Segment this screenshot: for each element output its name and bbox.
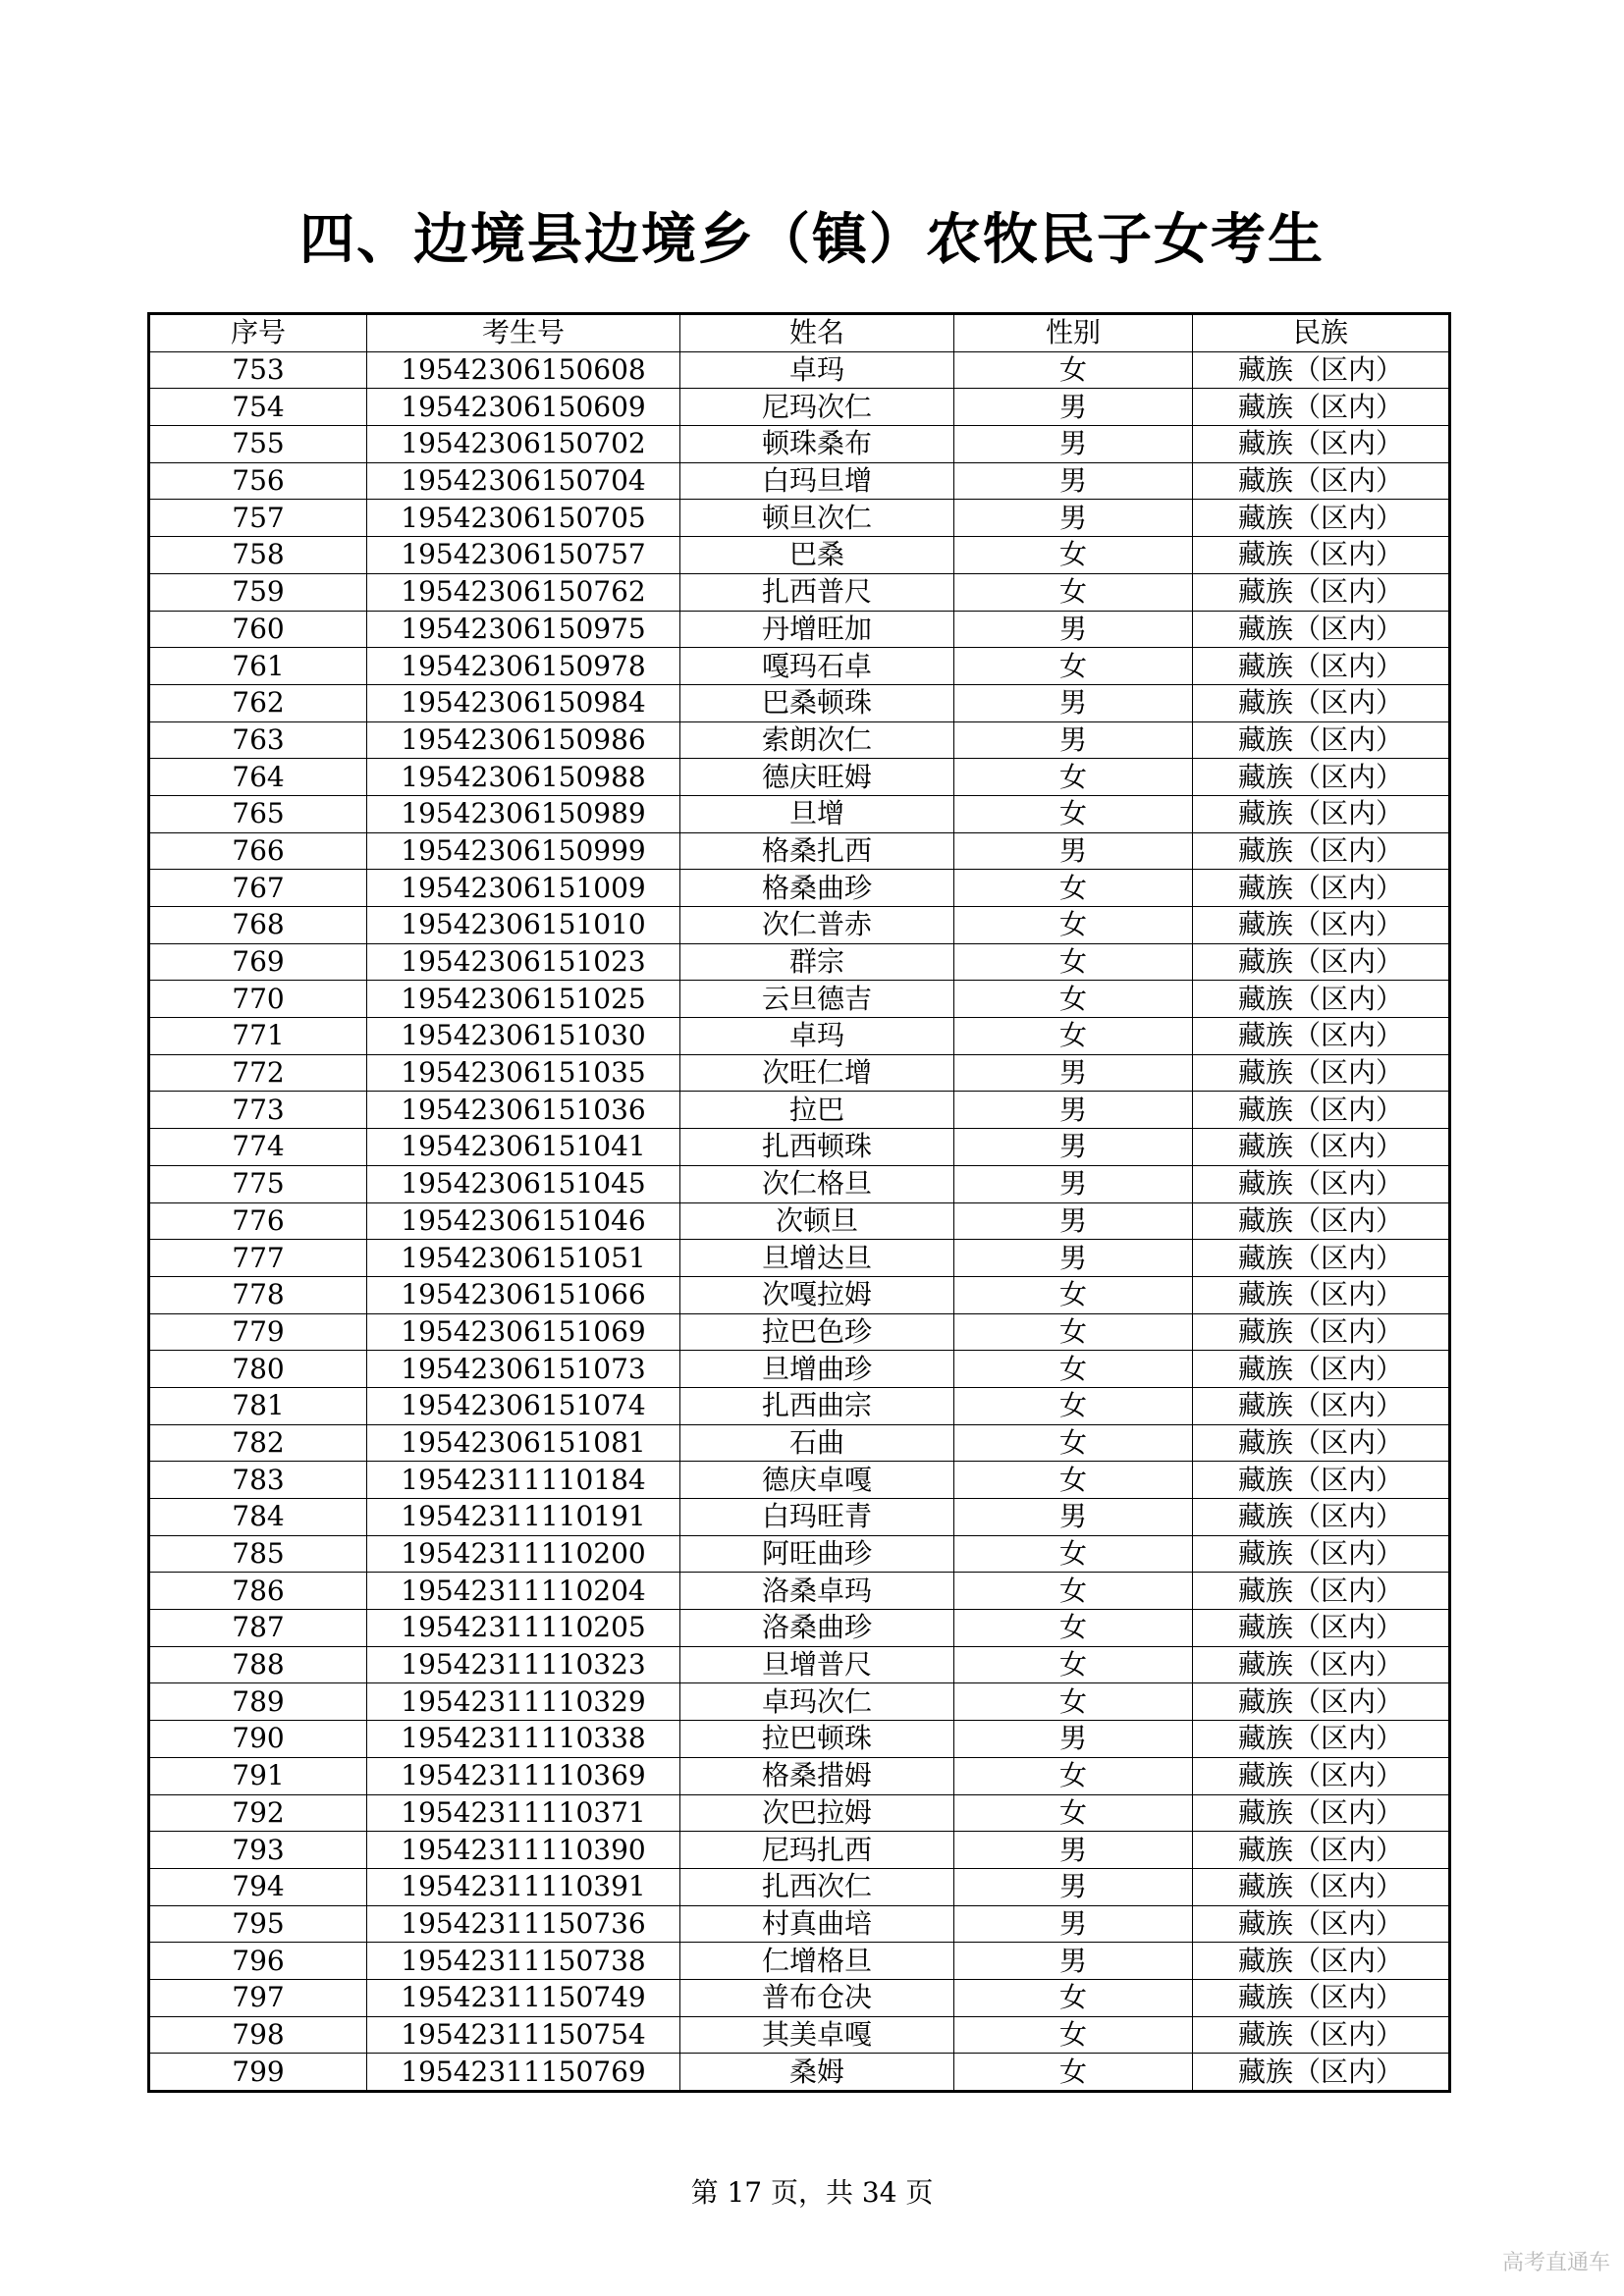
cell-ethnicity: 藏族（区内） xyxy=(1193,1757,1450,1794)
cell-ethnicity: 藏族（区内） xyxy=(1193,1054,1450,1092)
cell-name: 次仁格旦 xyxy=(680,1165,954,1202)
cell-number: 766 xyxy=(149,832,367,870)
cell-number: 757 xyxy=(149,500,367,537)
cell-exam-id: 19542306150608 xyxy=(367,351,680,389)
cell-ethnicity: 藏族（区内） xyxy=(1193,1499,1450,1536)
cell-ethnicity: 藏族（区内） xyxy=(1193,500,1450,537)
cell-ethnicity: 藏族（区内） xyxy=(1193,1240,1450,1277)
cell-name: 嘎玛石卓 xyxy=(680,648,954,685)
page-title: 四、边境县边境乡（镇）农牧民子女考生 xyxy=(299,207,1325,272)
cell-number: 782 xyxy=(149,1424,367,1462)
cell-name: 顿珠桑布 xyxy=(680,426,954,463)
cell-exam-id: 19542306150762 xyxy=(367,573,680,611)
cell-ethnicity: 藏族（区内） xyxy=(1193,351,1450,389)
table-row xyxy=(149,1018,1450,1055)
cell-number: 772 xyxy=(149,1054,367,1092)
column-header-ethnicity: 民族 xyxy=(1193,314,1450,352)
cell-gender: 女 xyxy=(954,1313,1193,1351)
cell-number: 791 xyxy=(149,1757,367,1794)
cell-name: 扎西顿珠 xyxy=(680,1129,954,1166)
cell-ethnicity: 藏族（区内） xyxy=(1193,1165,1450,1202)
cell-ethnicity: 藏族（区内） xyxy=(1193,648,1450,685)
cell-name: 卓玛次仁 xyxy=(680,1683,954,1721)
table-row xyxy=(149,1351,1450,1388)
cell-exam-id: 19542306151030 xyxy=(367,1018,680,1055)
cell-number: 765 xyxy=(149,795,367,832)
cell-exam-id: 19542306151036 xyxy=(367,1092,680,1129)
table-row xyxy=(149,1129,1450,1166)
cell-ethnicity: 藏族（区内） xyxy=(1193,1276,1450,1313)
cell-ethnicity: 藏族（区内） xyxy=(1193,1943,1450,1980)
table-row xyxy=(149,1610,1450,1647)
cell-exam-id: 19542306150989 xyxy=(367,795,680,832)
cell-number: 761 xyxy=(149,648,367,685)
cell-exam-id: 19542311110200 xyxy=(367,1535,680,1573)
cell-gender: 男 xyxy=(954,1721,1193,1758)
cell-name: 索朗次仁 xyxy=(680,721,954,759)
cell-number: 798 xyxy=(149,2016,367,2054)
cell-ethnicity: 藏族（区内） xyxy=(1193,981,1450,1018)
cell-gender: 男 xyxy=(954,426,1193,463)
cell-exam-id: 19542306150705 xyxy=(367,500,680,537)
watermark: 高考直通车 xyxy=(1501,2251,1610,2275)
cell-exam-id: 19542306151009 xyxy=(367,870,680,907)
cell-number: 792 xyxy=(149,1794,367,1832)
cell-name: 云旦德吉 xyxy=(680,981,954,1018)
cell-name: 德庆旺姆 xyxy=(680,759,954,796)
cell-name: 巴桑顿珠 xyxy=(680,684,954,721)
cell-name: 扎西次仁 xyxy=(680,1868,954,1905)
table-row xyxy=(149,1979,1450,2016)
table-row xyxy=(149,832,1450,870)
cell-ethnicity: 藏族（区内） xyxy=(1193,573,1450,611)
column-header-number: 序号 xyxy=(149,314,367,352)
cell-gender: 女 xyxy=(954,1535,1193,1573)
cell-name: 群宗 xyxy=(680,943,954,981)
cell-number: 764 xyxy=(149,759,367,796)
cell-name: 旦增 xyxy=(680,795,954,832)
cell-gender: 男 xyxy=(954,462,1193,500)
cell-name: 扎西普尺 xyxy=(680,573,954,611)
cell-gender: 男 xyxy=(954,1905,1193,1943)
cell-exam-id: 19542311110204 xyxy=(367,1573,680,1610)
cell-name: 次仁普赤 xyxy=(680,907,954,944)
cell-gender: 男 xyxy=(954,611,1193,648)
cell-name: 洛桑曲珍 xyxy=(680,1610,954,1647)
column-header-gender: 性别 xyxy=(954,314,1193,352)
cell-number: 790 xyxy=(149,1721,367,1758)
table-row xyxy=(149,426,1450,463)
cell-ethnicity: 藏族（区内） xyxy=(1193,1573,1450,1610)
table-row xyxy=(149,389,1450,426)
cell-gender: 男 xyxy=(954,500,1193,537)
table-row xyxy=(149,943,1450,981)
cell-gender: 女 xyxy=(954,1018,1193,1055)
cell-number: 786 xyxy=(149,1573,367,1610)
cell-number: 793 xyxy=(149,1832,367,1869)
table-row xyxy=(149,462,1450,500)
cell-name: 次旺仁增 xyxy=(680,1054,954,1092)
cell-number: 776 xyxy=(149,1202,367,1240)
table-row xyxy=(149,2016,1450,2054)
cell-number: 777 xyxy=(149,1240,367,1277)
cell-name: 扎西曲宗 xyxy=(680,1387,954,1424)
cell-name: 尼玛次仁 xyxy=(680,389,954,426)
cell-ethnicity: 藏族（区内） xyxy=(1193,1979,1450,2016)
cell-number: 787 xyxy=(149,1610,367,1647)
table-row xyxy=(149,1832,1450,1869)
cell-number: 773 xyxy=(149,1092,367,1129)
cell-gender: 男 xyxy=(954,1240,1193,1277)
cell-name: 拉巴顿珠 xyxy=(680,1721,954,1758)
cell-name: 卓玛 xyxy=(680,1018,954,1055)
cell-gender: 男 xyxy=(954,1129,1193,1166)
cell-ethnicity: 藏族（区内） xyxy=(1193,1129,1450,1166)
table-row xyxy=(149,1757,1450,1794)
cell-ethnicity: 藏族（区内） xyxy=(1193,2054,1450,2092)
cell-number: 769 xyxy=(149,943,367,981)
table-row xyxy=(149,1313,1450,1351)
cell-ethnicity: 藏族（区内） xyxy=(1193,462,1450,500)
cell-ethnicity: 藏族（区内） xyxy=(1193,1092,1450,1129)
table-row xyxy=(149,1499,1450,1536)
cell-exam-id: 19542306150704 xyxy=(367,462,680,500)
table-row xyxy=(149,1092,1450,1129)
cell-ethnicity: 藏族（区内） xyxy=(1193,1313,1450,1351)
cell-name: 旦增达旦 xyxy=(680,1240,954,1277)
cell-number: 794 xyxy=(149,1868,367,1905)
table-row xyxy=(149,870,1450,907)
cell-gender: 女 xyxy=(954,1387,1193,1424)
cell-exam-id: 19542311110191 xyxy=(367,1499,680,1536)
table-row xyxy=(149,1240,1450,1277)
table-row xyxy=(149,795,1450,832)
table-body xyxy=(149,351,1450,2091)
cell-name: 格桑措姆 xyxy=(680,1757,954,1794)
table-row xyxy=(149,1387,1450,1424)
table-row xyxy=(149,1794,1450,1832)
cell-ethnicity: 藏族（区内） xyxy=(1193,795,1450,832)
cell-exam-id: 19542306150702 xyxy=(367,426,680,463)
table-row xyxy=(149,611,1450,648)
cell-number: 767 xyxy=(149,870,367,907)
cell-gender: 女 xyxy=(954,907,1193,944)
cell-exam-id: 19542311110391 xyxy=(367,1868,680,1905)
cell-ethnicity: 藏族（区内） xyxy=(1193,2016,1450,2054)
cell-name: 顿旦次仁 xyxy=(680,500,954,537)
cell-name: 旦增普尺 xyxy=(680,1646,954,1683)
cell-number: 775 xyxy=(149,1165,367,1202)
cell-exam-id: 19542306151069 xyxy=(367,1313,680,1351)
cell-gender: 女 xyxy=(954,1794,1193,1832)
cell-ethnicity: 藏族（区内） xyxy=(1193,1868,1450,1905)
cell-number: 759 xyxy=(149,573,367,611)
cell-name: 次巴拉姆 xyxy=(680,1794,954,1832)
cell-number: 760 xyxy=(149,611,367,648)
cell-ethnicity: 藏族（区内） xyxy=(1193,1646,1450,1683)
table-row xyxy=(149,537,1450,574)
cell-exam-id: 19542306151051 xyxy=(367,1240,680,1277)
column-header-exam-id: 考生号 xyxy=(367,314,680,352)
cell-name: 仁增格旦 xyxy=(680,1943,954,1980)
cell-exam-id: 19542306151066 xyxy=(367,1276,680,1313)
table-row xyxy=(149,1905,1450,1943)
cell-gender: 男 xyxy=(954,1868,1193,1905)
cell-exam-id: 19542306151010 xyxy=(367,907,680,944)
table-row xyxy=(149,721,1450,759)
cell-ethnicity: 藏族（区内） xyxy=(1193,1202,1450,1240)
cell-name: 次顿旦 xyxy=(680,1202,954,1240)
cell-number: 781 xyxy=(149,1387,367,1424)
cell-exam-id: 19542306151035 xyxy=(367,1054,680,1092)
cell-gender: 男 xyxy=(954,1943,1193,1980)
cell-gender: 男 xyxy=(954,684,1193,721)
table-row xyxy=(149,1535,1450,1573)
table-row xyxy=(149,573,1450,611)
cell-ethnicity: 藏族（区内） xyxy=(1193,537,1450,574)
cell-ethnicity: 藏族（区内） xyxy=(1193,1424,1450,1462)
cell-ethnicity: 藏族（区内） xyxy=(1193,389,1450,426)
cell-exam-id: 19542306151045 xyxy=(367,1165,680,1202)
cell-gender: 女 xyxy=(954,1610,1193,1647)
table-row xyxy=(149,907,1450,944)
table-row xyxy=(149,1868,1450,1905)
cell-exam-id: 19542306150978 xyxy=(367,648,680,685)
table-row xyxy=(149,1943,1450,1980)
cell-number: 795 xyxy=(149,1905,367,1943)
cell-exam-id: 19542306150984 xyxy=(367,684,680,721)
cell-gender: 女 xyxy=(954,2054,1193,2092)
cell-number: 758 xyxy=(149,537,367,574)
cell-name: 桑姆 xyxy=(680,2054,954,2092)
cell-exam-id: 19542306150986 xyxy=(367,721,680,759)
table-row xyxy=(149,684,1450,721)
cell-exam-id: 19542306151073 xyxy=(367,1351,680,1388)
cell-name: 格桑扎西 xyxy=(680,832,954,870)
cell-number: 785 xyxy=(149,1535,367,1573)
cell-name: 村真曲培 xyxy=(680,1905,954,1943)
cell-number: 770 xyxy=(149,981,367,1018)
cell-exam-id: 19542311150769 xyxy=(367,2054,680,2092)
cell-name: 白玛旦增 xyxy=(680,462,954,500)
cell-name: 拉巴色珍 xyxy=(680,1313,954,1351)
cell-ethnicity: 藏族（区内） xyxy=(1193,1610,1450,1647)
cell-exam-id: 19542306150609 xyxy=(367,389,680,426)
cell-number: 779 xyxy=(149,1313,367,1351)
cell-gender: 女 xyxy=(954,870,1193,907)
cell-ethnicity: 藏族（区内） xyxy=(1193,426,1450,463)
cell-gender: 女 xyxy=(954,2016,1193,2054)
cell-exam-id: 19542311150738 xyxy=(367,1943,680,1980)
cell-exam-id: 19542306150757 xyxy=(367,537,680,574)
table-header xyxy=(149,314,1450,352)
cell-exam-id: 19542306151023 xyxy=(367,943,680,981)
cell-gender: 男 xyxy=(954,832,1193,870)
cell-name: 格桑曲珍 xyxy=(680,870,954,907)
cell-gender: 男 xyxy=(954,1165,1193,1202)
cell-name: 尼玛扎西 xyxy=(680,1832,954,1869)
cell-ethnicity: 藏族（区内） xyxy=(1193,1721,1450,1758)
cell-ethnicity: 藏族（区内） xyxy=(1193,759,1450,796)
cell-gender: 女 xyxy=(954,1351,1193,1388)
cell-gender: 女 xyxy=(954,648,1193,685)
cell-number: 778 xyxy=(149,1276,367,1313)
cell-number: 768 xyxy=(149,907,367,944)
cell-gender: 男 xyxy=(954,721,1193,759)
cell-gender: 女 xyxy=(954,981,1193,1018)
cell-gender: 女 xyxy=(954,1646,1193,1683)
cell-gender: 女 xyxy=(954,1462,1193,1499)
cell-number: 762 xyxy=(149,684,367,721)
cell-name: 洛桑卓玛 xyxy=(680,1573,954,1610)
cell-exam-id: 19542311110390 xyxy=(367,1832,680,1869)
cell-exam-id: 19542306151046 xyxy=(367,1202,680,1240)
cell-ethnicity: 藏族（区内） xyxy=(1193,1794,1450,1832)
table-row xyxy=(149,1202,1450,1240)
table-row xyxy=(149,1424,1450,1462)
cell-exam-id: 19542306150999 xyxy=(367,832,680,870)
cell-exam-id: 19542306151025 xyxy=(367,981,680,1018)
cell-ethnicity: 藏族（区内） xyxy=(1193,1462,1450,1499)
cell-gender: 女 xyxy=(954,795,1193,832)
cell-gender: 男 xyxy=(954,1202,1193,1240)
cell-exam-id: 19542306150988 xyxy=(367,759,680,796)
cell-exam-id: 19542311110184 xyxy=(367,1462,680,1499)
cell-ethnicity: 藏族（区内） xyxy=(1193,1905,1450,1943)
cell-gender: 女 xyxy=(954,1424,1193,1462)
cell-gender: 女 xyxy=(954,759,1193,796)
cell-number: 771 xyxy=(149,1018,367,1055)
cell-gender: 女 xyxy=(954,1683,1193,1721)
cell-exam-id: 19542306151041 xyxy=(367,1129,680,1166)
cell-number: 763 xyxy=(149,721,367,759)
table-row xyxy=(149,648,1450,685)
cell-gender: 女 xyxy=(954,1757,1193,1794)
cell-number: 756 xyxy=(149,462,367,500)
cell-exam-id: 19542311110338 xyxy=(367,1721,680,1758)
cell-exam-id: 19542306151081 xyxy=(367,1424,680,1462)
cell-number: 755 xyxy=(149,426,367,463)
cell-exam-id: 19542306150975 xyxy=(367,611,680,648)
cell-number: 774 xyxy=(149,1129,367,1166)
cell-ethnicity: 藏族（区内） xyxy=(1193,611,1450,648)
table-row xyxy=(149,1054,1450,1092)
cell-ethnicity: 藏族（区内） xyxy=(1193,907,1450,944)
header-row xyxy=(149,314,1450,352)
cell-gender: 女 xyxy=(954,1979,1193,2016)
table-row xyxy=(149,1721,1450,1758)
cell-number: 783 xyxy=(149,1462,367,1499)
cell-gender: 男 xyxy=(954,1054,1193,1092)
cell-number: 797 xyxy=(149,1979,367,2016)
cell-gender: 男 xyxy=(954,1499,1193,1536)
cell-gender: 女 xyxy=(954,943,1193,981)
table-row xyxy=(149,1462,1450,1499)
cell-exam-id: 19542311110205 xyxy=(367,1610,680,1647)
table-row xyxy=(149,1573,1450,1610)
cell-exam-id: 19542311110369 xyxy=(367,1757,680,1794)
table-row xyxy=(149,759,1450,796)
cell-ethnicity: 藏族（区内） xyxy=(1193,870,1450,907)
cell-ethnicity: 藏族（区内） xyxy=(1193,684,1450,721)
table-row xyxy=(149,1276,1450,1313)
cell-exam-id: 19542311150736 xyxy=(367,1905,680,1943)
student-table xyxy=(147,312,1451,2093)
cell-number: 788 xyxy=(149,1646,367,1683)
cell-exam-id: 19542306151074 xyxy=(367,1387,680,1424)
cell-name: 其美卓嘎 xyxy=(680,2016,954,2054)
cell-name: 丹增旺加 xyxy=(680,611,954,648)
cell-number: 789 xyxy=(149,1683,367,1721)
cell-gender: 女 xyxy=(954,1573,1193,1610)
cell-number: 799 xyxy=(149,2054,367,2092)
cell-ethnicity: 藏族（区内） xyxy=(1193,1018,1450,1055)
cell-ethnicity: 藏族（区内） xyxy=(1193,721,1450,759)
table-row xyxy=(149,351,1450,389)
column-header-name: 姓名 xyxy=(680,314,954,352)
cell-name: 拉巴 xyxy=(680,1092,954,1129)
cell-name: 石曲 xyxy=(680,1424,954,1462)
cell-gender: 男 xyxy=(954,389,1193,426)
cell-gender: 男 xyxy=(954,1092,1193,1129)
table-row xyxy=(149,1683,1450,1721)
cell-number: 796 xyxy=(149,1943,367,1980)
cell-number: 753 xyxy=(149,351,367,389)
page-number-footer: 第 17 页，共 34 页 xyxy=(690,2176,934,2209)
cell-name: 巴桑 xyxy=(680,537,954,574)
cell-name: 普布仓决 xyxy=(680,1979,954,2016)
table-row xyxy=(149,981,1450,1018)
cell-number: 784 xyxy=(149,1499,367,1536)
cell-name: 次嘎拉姆 xyxy=(680,1276,954,1313)
table-row xyxy=(149,500,1450,537)
cell-exam-id: 19542311150749 xyxy=(367,1979,680,2016)
table-row xyxy=(149,2054,1450,2092)
cell-ethnicity: 藏族（区内） xyxy=(1193,1683,1450,1721)
cell-gender: 男 xyxy=(954,1832,1193,1869)
cell-name: 德庆卓嘎 xyxy=(680,1462,954,1499)
cell-ethnicity: 藏族（区内） xyxy=(1193,1351,1450,1388)
cell-exam-id: 19542311150754 xyxy=(367,2016,680,2054)
cell-ethnicity: 藏族（区内） xyxy=(1193,1387,1450,1424)
cell-name: 卓玛 xyxy=(680,351,954,389)
cell-ethnicity: 藏族（区内） xyxy=(1193,832,1450,870)
cell-number: 780 xyxy=(149,1351,367,1388)
cell-number: 754 xyxy=(149,389,367,426)
cell-name: 阿旺曲珍 xyxy=(680,1535,954,1573)
cell-exam-id: 19542311110329 xyxy=(367,1683,680,1721)
cell-gender: 女 xyxy=(954,1276,1193,1313)
table-row xyxy=(149,1165,1450,1202)
cell-name: 白玛旺青 xyxy=(680,1499,954,1536)
cell-gender: 女 xyxy=(954,351,1193,389)
cell-name: 旦增曲珍 xyxy=(680,1351,954,1388)
cell-gender: 女 xyxy=(954,537,1193,574)
cell-ethnicity: 藏族（区内） xyxy=(1193,1832,1450,1869)
cell-ethnicity: 藏族（区内） xyxy=(1193,943,1450,981)
cell-gender: 女 xyxy=(954,573,1193,611)
cell-ethnicity: 藏族（区内） xyxy=(1193,1535,1450,1573)
cell-exam-id: 19542311110371 xyxy=(367,1794,680,1832)
cell-exam-id: 19542311110323 xyxy=(367,1646,680,1683)
table-row xyxy=(149,1646,1450,1683)
